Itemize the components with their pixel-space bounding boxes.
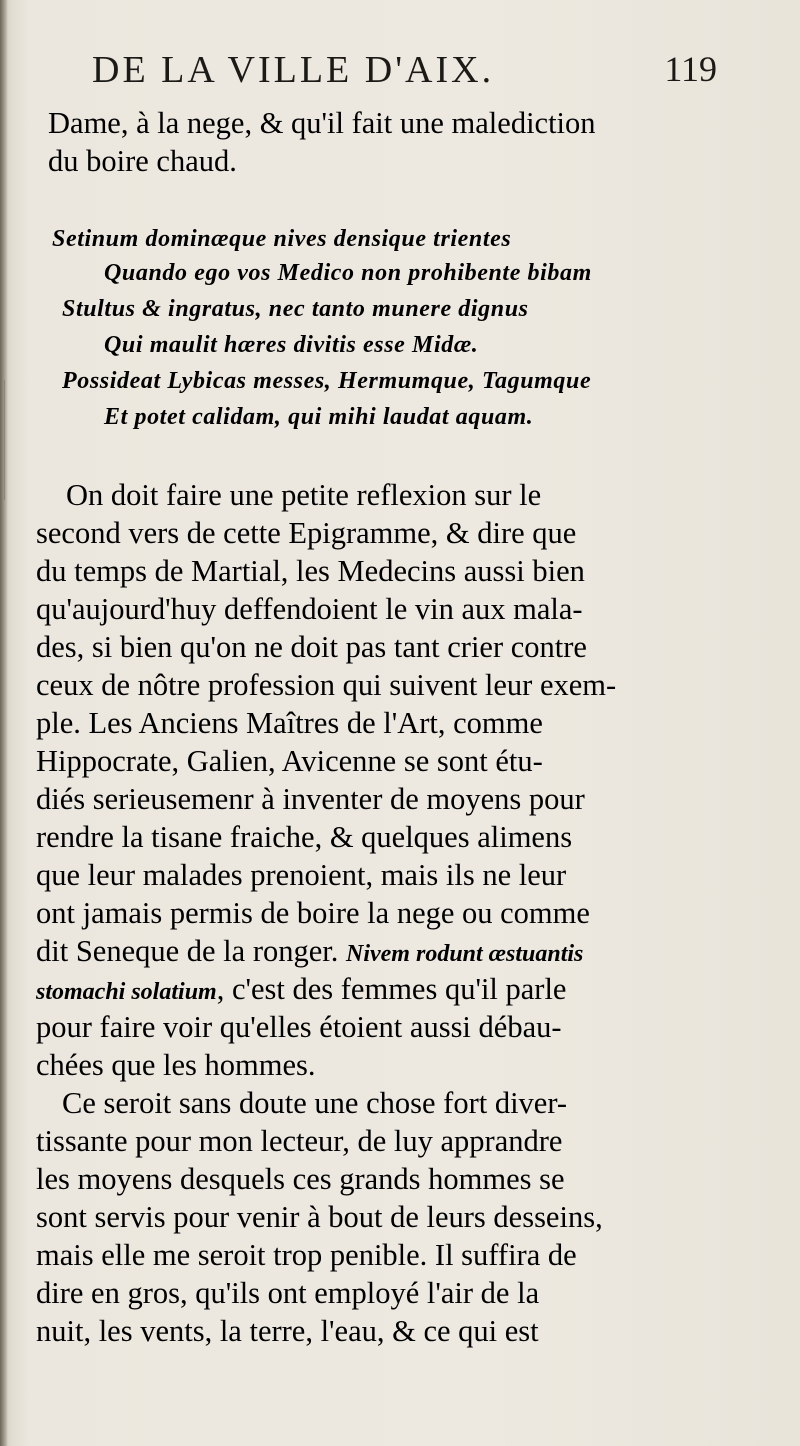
page-number: 119 xyxy=(664,49,717,89)
spine-mark xyxy=(4,380,5,500)
text-line: ple. Les Anciens Maîtres de l'Art, comme xyxy=(36,706,543,740)
text-line: second vers de cette Epigramme, & dire que xyxy=(36,516,577,550)
verse-line: Setinum dominæque nives densique trientes xyxy=(52,226,512,252)
text-line: des, si bien qu'on ne doit pas tant crier contre xyxy=(36,630,587,664)
text-line: que leur malades prenoient, mais ils ne leur xyxy=(36,858,567,892)
text-line: chées que les hommes. xyxy=(36,1048,316,1082)
text-line: diés serieusemenr à inventer de moyens pour xyxy=(36,782,585,816)
text-line: On doit faire une petite reflexion sur le xyxy=(66,478,542,512)
verse-line: Stultus & ingratus, nec tanto munere dignus xyxy=(62,296,529,322)
text-line: du temps de Martial, les Medecins aussi bien xyxy=(36,554,585,588)
verse-line: Possideat Lybicas messes, Hermumque, Tagumque xyxy=(62,368,592,394)
running-head xyxy=(92,48,717,100)
text-line: rendre la tisane fraiche, & quelques alimens xyxy=(36,820,573,854)
text-line: nuit, les vents, la terre, l'eau, & ce qui est xyxy=(36,1314,539,1348)
text-line: sont servis pour venir à bout de leurs desseins, xyxy=(36,1200,603,1234)
page-gutter-shadow xyxy=(0,0,8,1446)
text-roman: dit Seneque de la ronger. xyxy=(36,934,346,968)
text-line: ont jamais permis de boire la nege ou comme xyxy=(36,896,590,930)
latin-quote: stomachi solatium xyxy=(36,979,217,1005)
text-line: qu'aujourd'huy deffendoient le vin aux mala- xyxy=(36,592,583,626)
text-line: du boire chaud. xyxy=(48,144,237,178)
text-line: ceux de nôtre profession qui suivent leur exem- xyxy=(36,668,617,702)
text-line xyxy=(36,932,583,973)
text-line: Hippocrate, Galien, Avicenne se sont étu- xyxy=(36,744,543,778)
verse-line: Et potet calidam, qui mihi laudat aquam. xyxy=(104,404,534,430)
latin-quote: Nivem rodunt æstuantis xyxy=(346,941,584,967)
verse-line: Qui maulit hæres divitis esse Midæ. xyxy=(104,332,479,358)
text-line: tissante pour mon lecteur, de luy apprandre xyxy=(36,1124,563,1158)
text-line: mais elle me seroit trop penible. Il suffira de xyxy=(36,1238,577,1272)
text-line: Ce seroit sans doute une chose fort diver- xyxy=(62,1086,568,1120)
text-line: pour faire voir qu'elles étoient aussi débau- xyxy=(36,1010,562,1044)
verse-line: Quando ego vos Medico non prohibente bibam xyxy=(104,260,592,286)
text-roman: , c'est des femmes qu'il parle xyxy=(216,972,567,1006)
text-line: dire en gros, qu'ils ont employé l'air de la xyxy=(36,1276,540,1310)
text-line: les moyens desquels ces grands hommes se xyxy=(36,1162,565,1196)
text-line: Dame, à la nege, & qu'il fait une malediction xyxy=(48,106,596,140)
running-title: DE LA VILLE D'AIX. xyxy=(92,49,495,91)
text-line xyxy=(36,970,566,1011)
